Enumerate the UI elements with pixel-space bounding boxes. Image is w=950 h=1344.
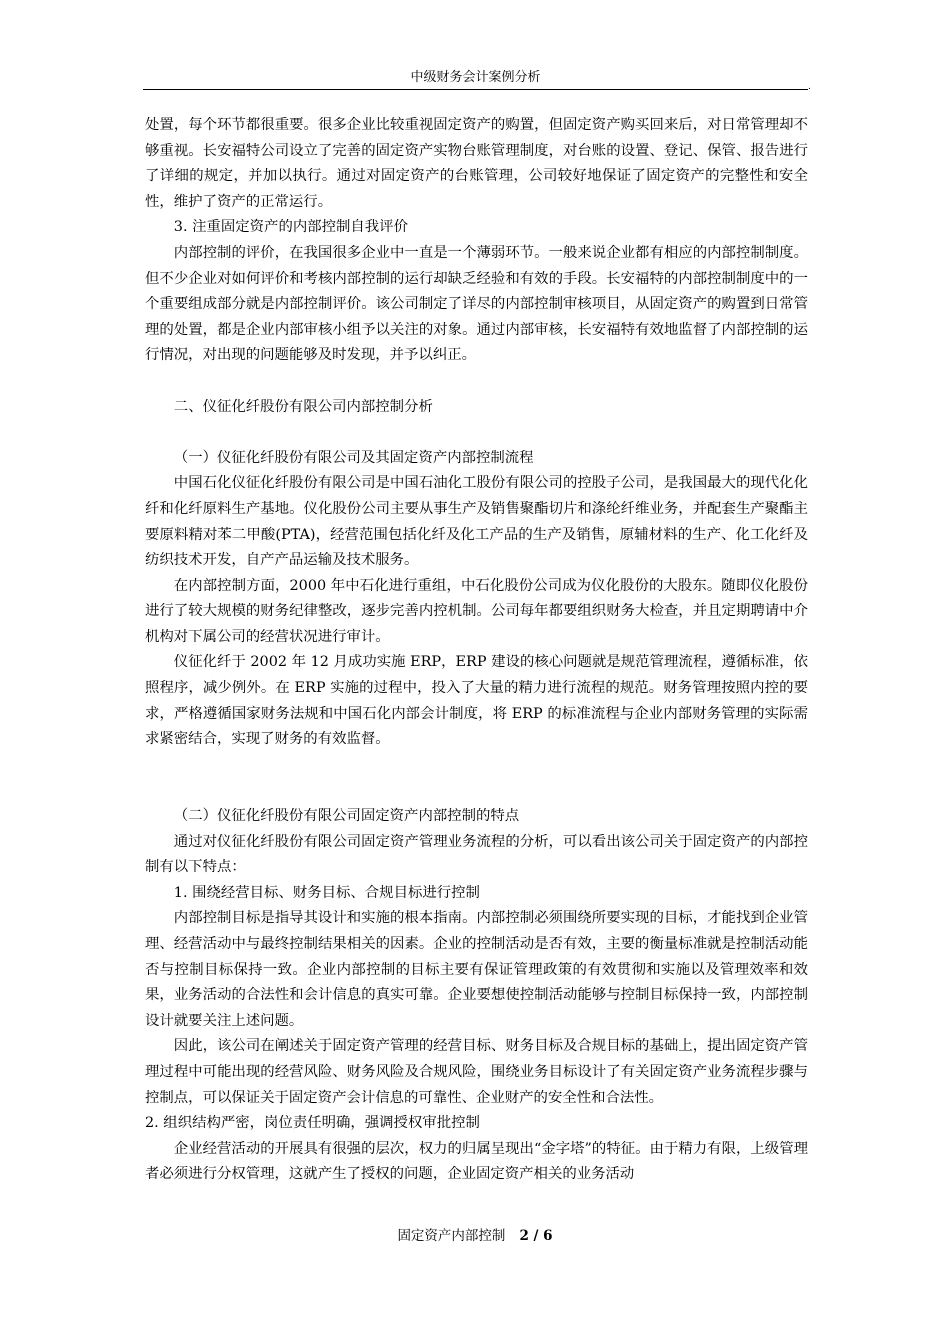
paragraph-3: 中国石化仪征化纤股份有限公司是中国石油化工股份有限公司的控股子公司，是我国最大的现代化化纤和化纤原料生产基地。仪化股份公司主要从事生产及销售聚酯切片和涤纶纤维业务，并配套生产聚酯主要原料精对苯二甲酸(PTA)，经营范围包括化纤及化工产品的生产及销售，原辅材料的生产、化工化纤及纺织技术开发，自产产品运输及技术服务。 [145,475,808,569]
heading-3: 3. 注重固定资产的内部控制自我评价 [173,219,408,236]
section-heading-2: 二、仪征化纤股份有限公司内部控制分析 [173,398,433,415]
header-rule [143,89,808,90]
paragraph-1: 处置，每个环节都很重要。很多企业比较重视固定资产的购置，但固定资产购买回来后，对日常管理却不够重视。长安福特公司设立了完善的固定资产实物台账管理制度，对台账的设置、登记、保管、报告进行了详细的规定，并加以执行。通过对固定资产的台账管理，公司较好地保证了固定资产的完整性和安全性，维护了资产的正常运行。 [145,117,808,210]
paragraph-6: 通过对仪征化纤股份有限公司固定资产管理业务流程的分析，可以看出该公司关于固定资产的内部控制有以下特点： [145,833,808,876]
page-number: 2 / 6 [519,1228,553,1244]
paragraph-8: 因此，该公司在阐述关于固定资产管理的经营目标、财务目标及合规目标的基础上，提出固定资产管理过程中可能出现的经营风险、财务风险及合规风险，围绕业务目标设计了有关固定资产业务流程步骤与控制点，可以保证关于固定资产会计信息的可靠性、企业财产的安全性和合法性。 [145,1038,808,1106]
subsection-heading-1: （一）仪征化纤股份有限公司及其固定资产内部控制流程 [173,449,534,466]
spacer [145,420,808,446]
subsection-heading-2: （二）仪征化纤股份有限公司固定资产内部控制的特点 [173,808,520,825]
spacer [145,753,808,804]
spacer [145,369,808,395]
paragraph-7: 内部控制目标是指导其设计和实施的根本指南。内部控制必须围绕所要实现的目标，才能找到企业管理、经营活动中与最终控制结果相关的因素。企业的控制活动是否有效，主要的衡量标准就是控制活动能否与控制目标保持一致。企业内部控制的目标主要有保证管理政策的有效贯彻和实施以及管理效率和效果，业务活动的合法性和会计信息的真实可靠。企业要想使控制活动能够与控制目标保持一致，内部控制设计就要关注上述问题。 [145,910,808,1029]
header-mark: . [808,82,811,92]
paragraph-4: 在内部控制方面，2000 年中石化进行重组，中石化股份公司成为仪化股份的大股东。随即仪化股份进行了较大规模的财务纪律整改，逐步完善内控机制。公司每年都要组织财务大检查，并且定期聘请中介机构对下属公司的经营状况进行审计。 [145,577,808,645]
page-header: 中级财务会计案例分析 [410,70,541,85]
heading-1: 1. 围绕经营目标、财务目标、合规目标进行控制 [173,884,480,901]
heading-2: 2. 组织结构严密，岗位责任明确，强调授权审批控制 [145,1115,480,1132]
paragraph-5: 仪征化纤于 2002 年 12 月成功实施 ERP，ERP 建设的核心问题就是规范管理流程，遵循标准，依照程序，减少例外。在 ERP 实施的过程中，投入了大量的精力进行流程的规范。财务管理按照内控的要求，严格遵循国家财务法规和中国石化内部会计制度，将 ERP 的标准流程与企业内部财务管理的实际需求紧密结合，实现了财务的有效监督。 [145,654,808,748]
document-body [145,113,808,1188]
paragraph-2: 内部控制的评价，在我国很多企业中一直是一个薄弱环节。一般来说企业都有相应的内部控制制度。但不少企业对如何评价和考核内部控制的运行却缺乏经验和有效的手段。长安福特的内部控制制度中的一个重要组成部分就是内部控制评价。该公司制定了详尽的内部控制审核项目，从固定资产的购置到日常管理的处置，都是企业内部审核小组予以关注的对象。通过内部审核，长安福特有效地监督了内部控制的运行情况，对出现的问题能够及时发现，并予以纠正。 [145,244,808,364]
footer-title: 固定资产内部控制 [397,1228,506,1244]
page-footer [0,1226,950,1246]
paragraph-9: 企业经营活动的开展具有很强的层次，权力的归属呈现出“金字塔”的特征。由于精力有限，上级管理者必须进行分权管理，这就产生了授权的问题，企业固定资产相关的业务活动 [145,1140,808,1183]
